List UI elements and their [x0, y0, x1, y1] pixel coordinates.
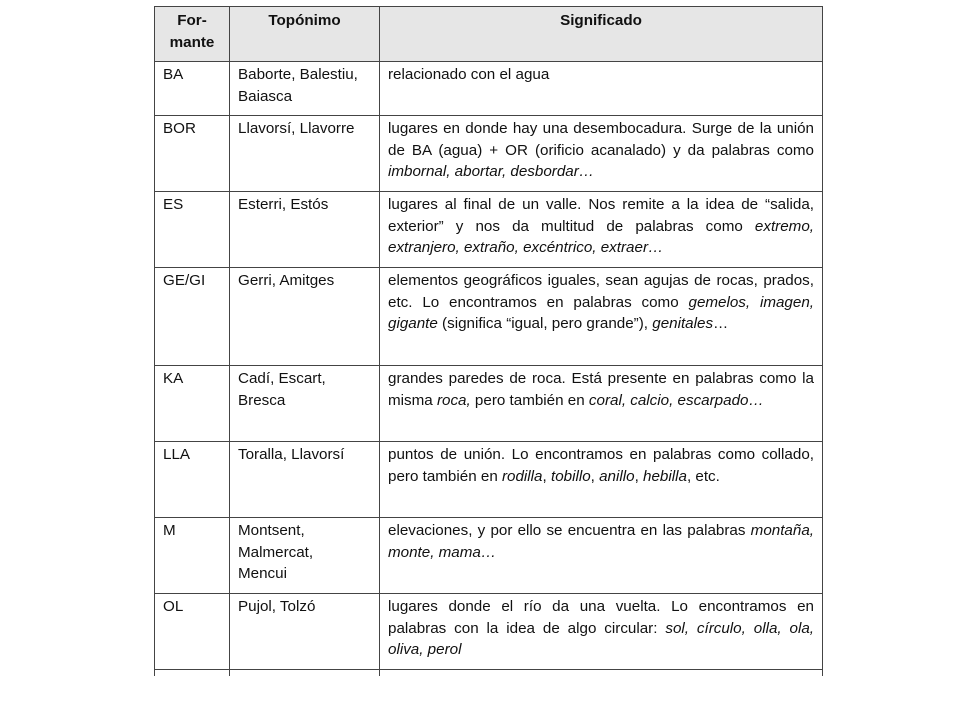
significado-text: grandes paredes de roca. Está presente en palabras como la misma — [388, 370, 814, 409]
header-formante-line2: mante — [169, 33, 215, 51]
empty-cell — [380, 670, 823, 676]
table-row — [155, 268, 823, 366]
toponimo-line: Bresca — [238, 391, 286, 409]
significado-italic-text: rodilla — [501, 467, 543, 485]
significado-cell — [380, 442, 823, 518]
toponyms-table — [154, 6, 823, 676]
toponimo-cell — [230, 268, 380, 366]
toponimo-line: Malmercat, — [238, 543, 314, 561]
toponimo-cell — [230, 62, 380, 116]
significado-italic-text: genitales — [652, 315, 714, 332]
significado-italic-text: tobillo — [550, 467, 591, 485]
formante-cell: OL — [155, 594, 230, 670]
significado-cell — [380, 518, 823, 594]
significado-text: , — [590, 467, 600, 485]
table-row-continuation — [155, 670, 823, 676]
table-body — [155, 62, 823, 676]
significado-cell — [380, 366, 823, 442]
significado-italic-text: roca, — [436, 391, 471, 409]
toponimo-cell — [230, 442, 380, 518]
significado-cell — [380, 594, 823, 670]
significado-cell — [380, 192, 823, 268]
empty-cell — [230, 670, 380, 676]
toponimo-line: Baiasca — [238, 87, 293, 105]
toponimo-line: Montsent, — [238, 522, 305, 539]
significado-text: , etc. — [686, 467, 720, 485]
significado-italic-text: imbornal, abortar, desbordar… — [388, 163, 594, 180]
formante-cell: GE/GI — [155, 268, 230, 366]
header-toponimo: Topónimo — [230, 7, 380, 62]
toponimo-cell — [230, 366, 380, 442]
toponimo-line: Toralla, Llavorsí — [238, 446, 345, 463]
significado-text: puntos de unión. Lo encontramos en palabras como collado, pero también en — [388, 446, 814, 485]
table-row — [155, 62, 823, 116]
significado-italic-text: coral, calcio, escarpado… — [588, 391, 764, 409]
toponimo-line: Baborte, Balestiu, — [238, 66, 358, 83]
formante-cell: BOR — [155, 116, 230, 192]
significado-text: pero también en — [470, 391, 589, 409]
significado-text: … — [713, 315, 729, 332]
empty-cell — [155, 670, 230, 676]
toponimo-line: Mencui — [238, 565, 287, 582]
table-header — [155, 7, 823, 62]
toponimo-line: Cadí, Escart, — [238, 370, 326, 387]
significado-text: (significa “igual, pero grande”), — [437, 315, 653, 332]
table-row — [155, 366, 823, 442]
significado-italic-text: sol, círculo, olla, ola, oliva, perol — [388, 619, 814, 658]
significado-text: , — [634, 467, 644, 485]
formante-cell: LLA — [155, 442, 230, 518]
significado-text: lugares donde el río da una vuelta. Lo encontramos en palabras con la idea de algo circular: — [388, 598, 814, 637]
significado-text: lugares en donde hay una desembocadura. Surge de la unión de BA (agua) + OR (orificio acanalado) y da palabras como — [388, 120, 814, 159]
toponimo-cell — [230, 594, 380, 670]
significado-italic-text: extremo, extranjero, extraño, excéntrico, extraer… — [388, 217, 814, 256]
significado-italic-text: anillo — [599, 467, 635, 485]
significado-text: elevaciones, y por ello se encuentra en las palabras — [388, 522, 751, 539]
toponimo-line: Pujol, Tolzó — [238, 598, 316, 615]
table-row — [155, 594, 823, 670]
significado-text: elementos geográficos iguales, sean agujas de rocas, prados, etc. Lo encontramos en palabras como — [388, 272, 814, 311]
significado-text: relacionado con el agua — [388, 66, 550, 83]
significado-italic-text: montaña, monte, mama… — [388, 522, 814, 561]
toponimo-line: Esterri, Estós — [238, 196, 329, 213]
formante-cell: M — [155, 518, 230, 594]
significado-text: , — [542, 467, 551, 485]
toponimo-cell — [230, 116, 380, 192]
significado-text: lugares al final de un valle. Nos remite a la idea de “salida, exterior” y nos da multitud de palabras como — [388, 196, 814, 235]
toponimo-cell — [230, 518, 380, 594]
formante-cell: KA — [155, 366, 230, 442]
formante-cell: BA — [155, 62, 230, 116]
header-formante — [155, 7, 230, 62]
significado-italic-text: gemelos, imagen, gigante — [388, 293, 814, 332]
toponimo-line: Gerri, Amitges — [238, 272, 335, 289]
significado-cell — [380, 62, 823, 116]
table-row — [155, 442, 823, 518]
header-row — [155, 7, 823, 62]
formante-cell: ES — [155, 192, 230, 268]
significado-italic-text: hebilla — [643, 467, 687, 485]
toponimo-cell — [230, 192, 380, 268]
table-row — [155, 116, 823, 192]
table-row — [155, 192, 823, 268]
significado-cell — [380, 116, 823, 192]
significado-cell — [380, 268, 823, 366]
header-significado: Significado — [380, 7, 823, 62]
header-formante-line1: For- — [177, 12, 207, 29]
table-row — [155, 518, 823, 594]
toponimo-line: Llavorsí, Llavorre — [238, 120, 355, 137]
